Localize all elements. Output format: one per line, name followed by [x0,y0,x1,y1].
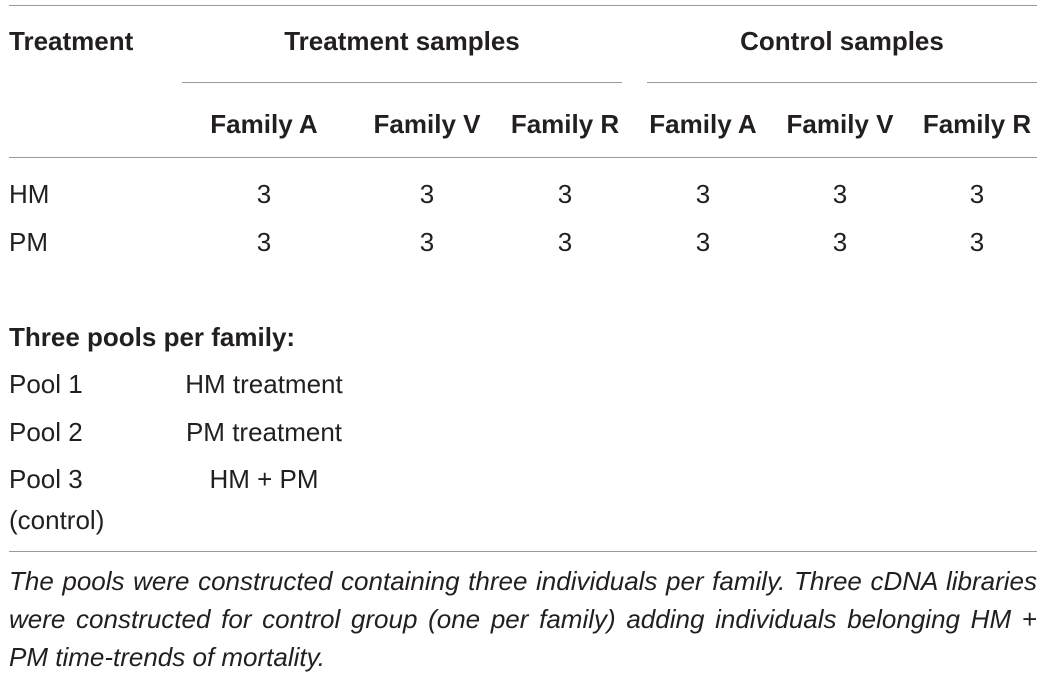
column-header-family-a-control: Family A [649,109,757,139]
table-cell: 3 [832,227,848,257]
pool-description: HM + PM [209,464,319,494]
table-cell: 3 [557,227,573,257]
treatment-samples-header: Treatment samples [284,26,520,56]
table-footnote: The pools were constructed containing three individuals per family. Three cDNA libraries were constructed for control group (one per family) adding individuals belonging HM + PM time-trends of mortality. [9,566,1037,672]
pool-name-note: (control) [9,505,105,535]
pool-description: HM treatment [185,369,343,399]
treatment-group-rule [182,82,622,83]
row-label-hm: HM [9,179,50,209]
column-header-family-v-treatment: Family V [373,109,481,139]
column-header-family-a-treatment: Family A [210,109,318,139]
table-cell: 3 [557,179,573,209]
pools-heading: Three pools per family: [9,322,296,352]
treatment-column-header: Treatment [9,26,134,56]
table-cell: 3 [419,227,435,257]
column-header-family-r-control: Family R [922,109,1032,139]
header-bottom-rule [9,157,1037,158]
top-rule [9,5,1037,6]
table-cell: 3 [256,227,272,257]
table-cell: 3 [256,179,272,209]
table-bottom-rule [9,551,1037,552]
table-cell: 3 [969,227,985,257]
column-header-family-v-control: Family V [786,109,894,139]
pool-name: Pool 3 [9,464,83,494]
table-cell: 3 [695,179,711,209]
table-cell: 3 [695,227,711,257]
pool-name: Pool 2 [9,417,83,447]
control-samples-header: Control samples [740,26,944,56]
control-group-rule [647,82,1037,83]
table-cell: 3 [419,179,435,209]
pool-description: PM treatment [185,417,343,447]
table-cell: 3 [969,179,985,209]
row-label-pm: PM [9,227,48,257]
table-cell: 3 [832,179,848,209]
pool-name: Pool 1 [9,369,83,399]
column-header-family-r-treatment: Family R [510,109,620,139]
